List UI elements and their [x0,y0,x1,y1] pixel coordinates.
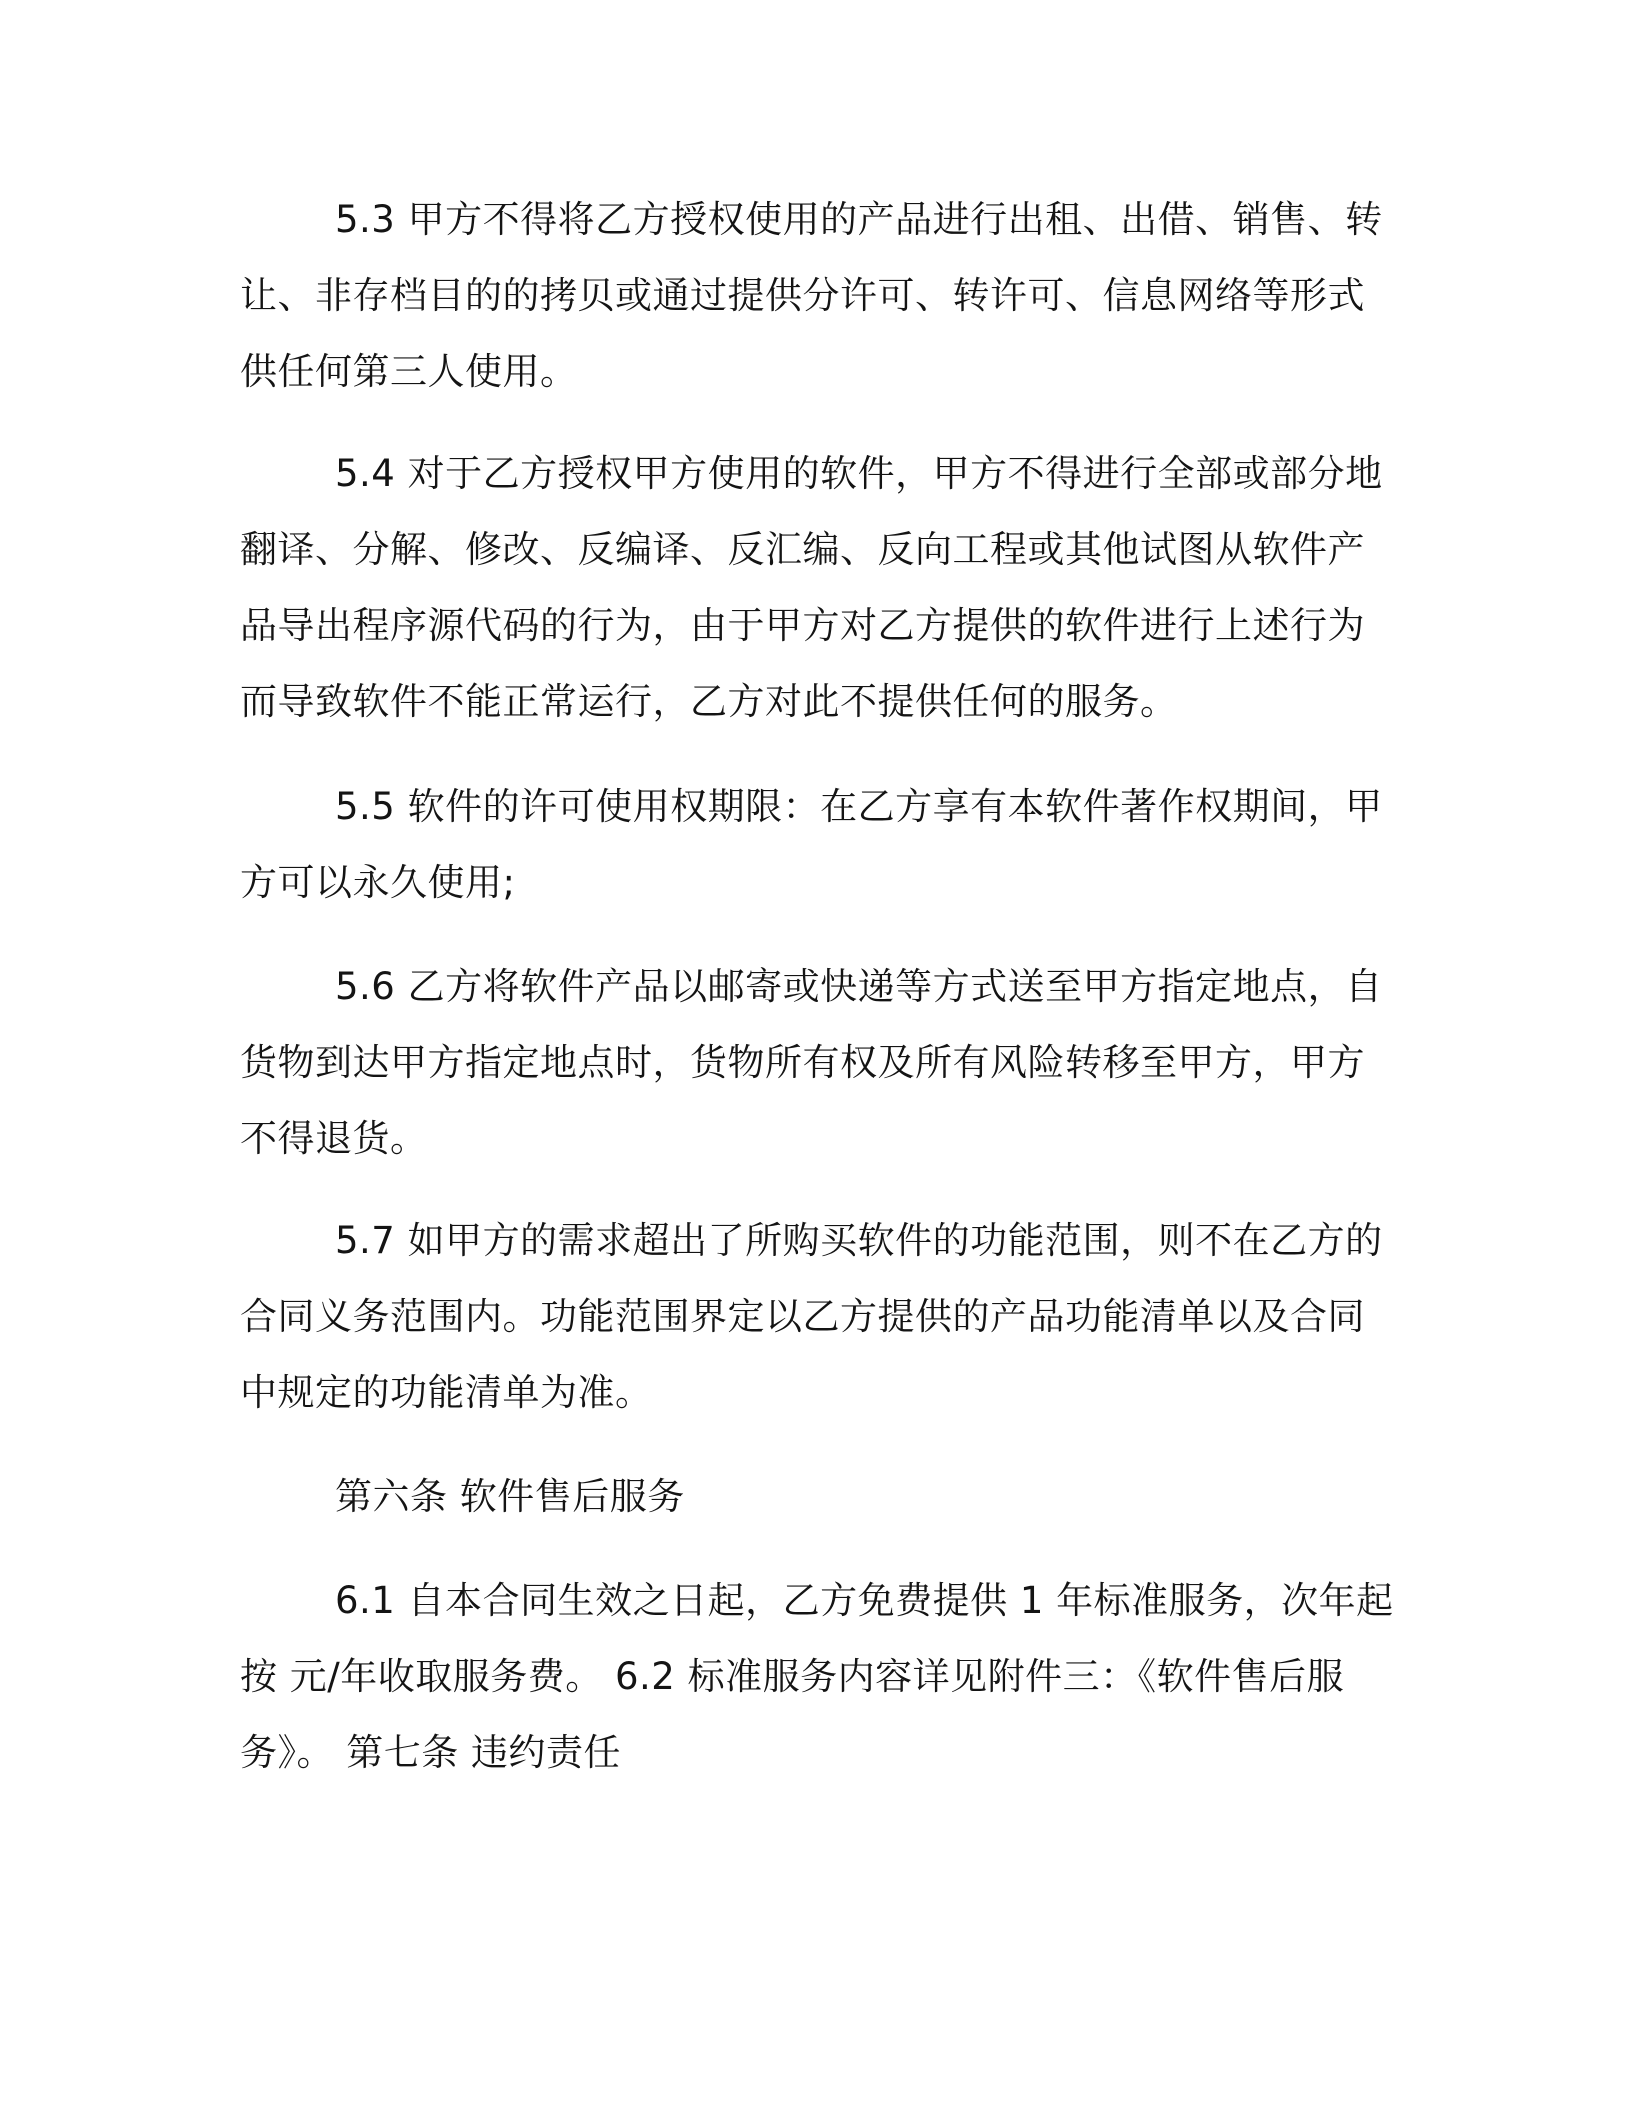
clause-5-4-line-2: 翻译、分解、修改、反编译、反汇编、反向工程或其他试图从软件产 [240,528,1365,571]
section-6-heading: 第六条 软件售后服务 [335,1475,685,1518]
clause-5-4-line-3: 品导出程序源代码的行为，由于甲方对乙方提供的软件进行上述行为 [240,604,1365,647]
clause-5-6-line-3: 不得退货。 [240,1117,428,1160]
clause-5-4-line-4: 而导致软件不能正常运行，乙方对此不提供任何的服务。 [240,680,1178,723]
clause-5-5-line-2: 方可以永久使用; [240,861,516,904]
clause-5-3-line-1: 5.3 甲方不得将乙方授权使用的产品进行出租、出借、销售、转 [335,198,1383,241]
clause-5-4-line-1: 5.4 对于乙方授权甲方使用的软件，甲方不得进行全部或部分地 [335,452,1383,495]
clause-5-3-line-2: 让、非存档目的的拷贝或通过提供分许可、转许可、信息网络等形式 [240,274,1365,317]
clause-6-1-line-1: 6.1 自本合同生效之日起，乙方免费提供 1 年标准服务，次年起 [335,1579,1394,1622]
clause-5-6-line-2: 货物到达甲方指定地点时，货物所有权及所有风险转移至甲方，甲方 [240,1041,1365,1084]
clause-5-6-line-1: 5.6 乙方将软件产品以邮寄或快递等方式送至甲方指定地点，自 [335,965,1383,1008]
clause-6-1-line-3: 务》。 第七条 违约责任 [240,1731,622,1774]
clause-5-5-line-1: 5.5 软件的许可使用权期限：在乙方享有本软件著作权期间，甲 [335,785,1383,828]
clause-5-7-line-1: 5.7 如甲方的需求超出了所购买软件的功能范围，则不在乙方的 [335,1219,1383,1262]
clause-5-7-line-3: 中规定的功能清单为准。 [240,1371,653,1414]
clause-6-1-line-2: 按 元/年收取服务费。 6.2 标准服务内容详见附件三：《软件售后服 [240,1655,1345,1698]
clause-5-3-line-3: 供任何第三人使用。 [240,350,578,393]
clause-5-7-line-2: 合同义务范围内。功能范围界定以乙方提供的产品功能清单以及合同 [240,1295,1365,1338]
